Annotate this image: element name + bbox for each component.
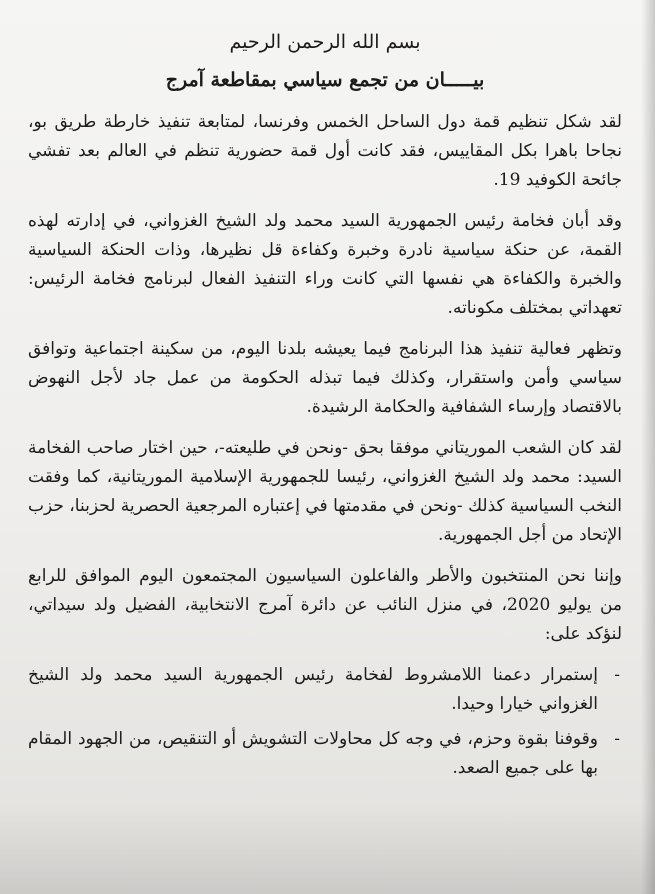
basmala-heading: بسم الله الرحمن الرحيم [229,31,421,53]
list-bullet: - [614,665,620,685]
document-title: بيـــــان من تجمع سياسي بمقاطعة آمرج [165,69,485,91]
list-bullet: - [614,729,620,749]
list-item [28,661,622,719]
paragraph-program-effectiveness: وتظهر فعالية تنفيذ هذا البرنامج فيما يعيشه بلدنا اليوم، من سكينة اجتماعية وتوافق سياسي وأمن واستقرار، وكذلك فيما تبذله الحكومة من عمل جاد لأجل النهوض بالاقتصاد وإرساء الشفافية والحكامة الرشيدة. [28,339,622,417]
list-item [28,725,622,783]
paragraph-national-choice: لقد كان الشعب الموريتاني موفقا بحق -ونحن في طليعته-، حين اختار صاحب الفخامة السيد: محمد ولد الشيخ الغزواني، رئيسا للجمهورية الإسلامية الموريتانية، كما وفقت النخب السياسية كذلك -ونحن في مقدمتها في إعتباره المرجعية الحصرية لحزبنا، حزب الإتحاد من أجل الجمهورية. [28,438,622,545]
list-item-text: إستمرار دعمنا اللامشروط لفخامة رئيس الجمهورية السيد محمد ولد الشيخ الغزواني خيارا وحيدا. [28,665,598,714]
affirmation-list [28,661,622,783]
page-edge-shadow [641,0,655,894]
list-item-text: وقوفنا بقوة وحزم، في وجه كل محاولات التشويش أو التنقيص، من الجهود المقام بها على جميع الصعد. [28,729,598,778]
document-body [28,26,622,789]
paragraph-declaration-intro: وإننا نحن المنتخبون والأطر والفاعلون السياسيون المجتمعون اليوم الموافق للرابع من يوليو 2020، في منزل النائب عن دائرة آمرج الانتخابية، الفضيل ولد سيداتي، لنؤكد على: [28,566,622,644]
page-bottom-shadow [0,804,655,894]
paragraph-summit: لقد شكل تنظيم قمة دول الساحل الخمس وفرنسا، لمتابعة تنفيذ خارطة طريق بو، نجاحا باهرا بكل المقاييس، فقد كانت أول قمة حضورية تنظم في العالم بعد تفشي جائحة الكوفيد 19. [28,112,622,190]
paragraph-president-leadership: وقد أبان فخامة رئيس الجمهورية السيد محمد ولد الشيخ الغزواني، في إدارته لهذه القمة، عن حنكة سياسية نادرة وخبرة وكفاءة قل نظيرها، وذات الحنكة السياسية والخبرة والكفاءة هي نفسها التي كانت وراء التنفيذ الفعال لبرنامج فخامة الرئيس: تعهداتي بمختلف مكوناته. [28,211,622,318]
